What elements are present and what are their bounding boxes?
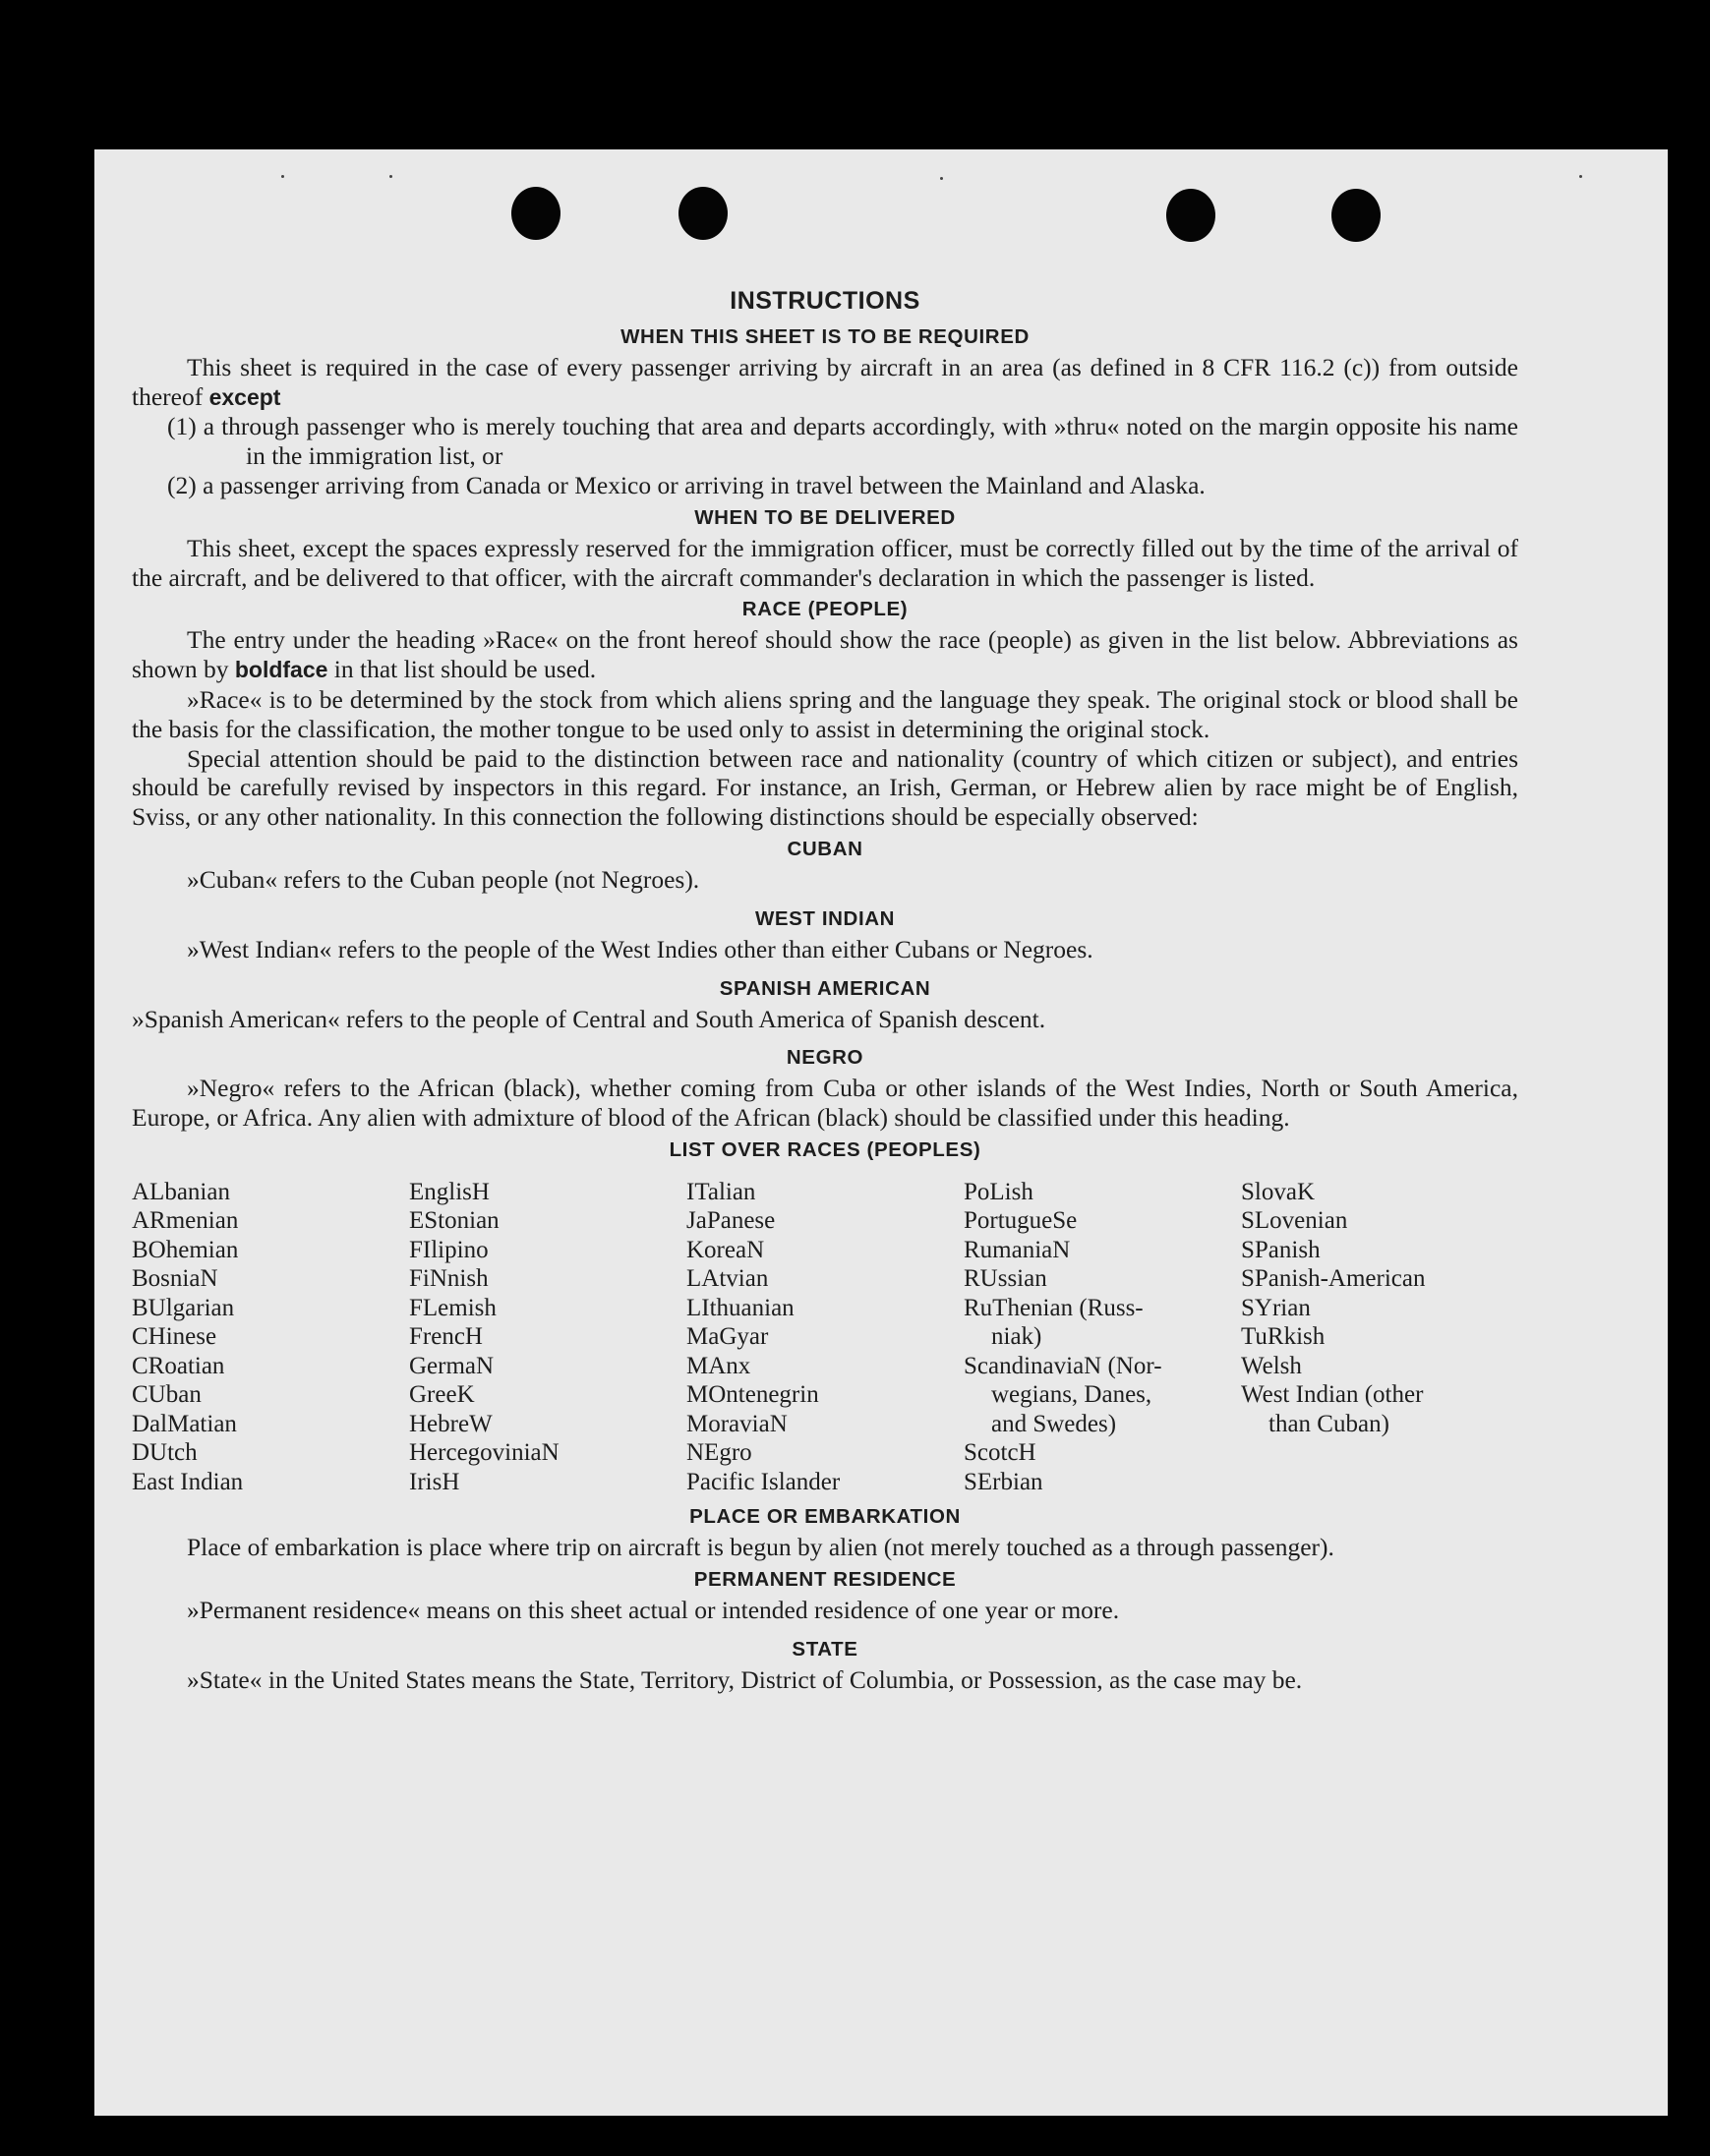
list-item: EStonian <box>409 1207 500 1235</box>
list-item: SPanish <box>1241 1236 1321 1263</box>
list-item: ScandinaviaN (Nor- <box>964 1352 1162 1379</box>
punch-hole-2 <box>678 187 728 240</box>
list-item: CHinese <box>132 1323 217 1351</box>
list-item: BOhemian <box>132 1236 239 1263</box>
list-item: wegians, Danes, <box>991 1381 1152 1409</box>
races-column-3 <box>686 1178 964 1497</box>
paragraph-embarkation: Place of embarkation is place where trip on aircraft is begun by alien (not merely touched as a through passenger). <box>187 1533 1334 1562</box>
paragraph-race-2: »Race« is to be determined by the stock from which aliens spring and the language they speak. The original stock or blood shall be the basis for the classification, the mother tongue to be used only to assist in determining the original stock. <box>132 684 1518 743</box>
list-item: NEgro <box>686 1439 752 1467</box>
list-item: RUssian <box>964 1265 1047 1293</box>
list-item: KoreaN <box>686 1236 765 1263</box>
list-item: ScotcH <box>964 1439 1036 1467</box>
list-item: West Indian (other <box>1241 1381 1424 1409</box>
list-item: niak) <box>991 1323 1042 1351</box>
list-item: LAtvian <box>686 1265 769 1293</box>
races-column-1 <box>132 1178 409 1497</box>
list-item: FrencH <box>409 1323 483 1351</box>
paragraph-negro: »Negro« refers to the African (black), whether coming from Cuba or other islands of the West Indies, North or South America, Europe, or Africa. Any alien with admixture of blood of the African (black) should be classified under this heading. <box>132 1074 1518 1133</box>
list-item: BUlgarian <box>132 1294 235 1321</box>
list-item: FiNnish <box>409 1265 489 1293</box>
dust-speck <box>1579 175 1582 178</box>
section-heading-race: RACE (PEOPLE) <box>741 598 909 621</box>
section-heading-delivered: WHEN TO BE DELIVERED <box>694 505 956 529</box>
section-heading-races-list: LIST OVER RACES (PEOPLES) <box>669 1137 981 1161</box>
list-item: RumaniaN <box>964 1236 1071 1263</box>
list-item: HebreW <box>409 1410 493 1437</box>
list-item: MaGyar <box>686 1323 769 1351</box>
list-item: LIthuanian <box>686 1294 795 1321</box>
list-item: Welsh <box>1241 1352 1302 1379</box>
paragraph-race-3: Special attention should be paid to the distinction between race and nationality (country of which citizen or subject), and entries should be carefully revised by inspectors in this regard. For instance, an Irish, German, or Hebrew alien by race might be of English, Sviss, or any other nationality. In this connection the following distinctions should be especially observed: <box>132 743 1518 832</box>
list-item: MOntenegrin <box>686 1381 819 1409</box>
list-item: MoraviaN <box>686 1410 788 1437</box>
paragraph-cuban: »Cuban« refers to the Cuban people (not Negroes). <box>187 864 700 894</box>
list-item: Pacific Islander <box>686 1468 841 1495</box>
list-item: MAnx <box>686 1352 751 1379</box>
punch-hole-4 <box>1331 189 1381 242</box>
section-heading-cuban: CUBAN <box>787 837 863 860</box>
races-column-5 <box>1241 1178 1518 1497</box>
list-item: FIlipino <box>409 1236 489 1263</box>
section-heading-state: STATE <box>792 1638 858 1661</box>
section-heading-negro: NEGRO <box>786 1046 864 1070</box>
document-page <box>94 149 1668 2116</box>
list-item: DalMatian <box>132 1410 237 1437</box>
races-column-2 <box>409 1178 686 1497</box>
section-heading-spanish-american: SPANISH AMERICAN <box>719 976 931 1000</box>
section-heading-embarkation: PLACE OR EMBARKATION <box>689 1505 961 1529</box>
races-list <box>132 1178 1518 1497</box>
list-item: DUtch <box>132 1439 198 1467</box>
list-item: SlovaK <box>1241 1178 1315 1205</box>
list-item: SYrian <box>1241 1294 1311 1321</box>
dust-speck <box>940 177 943 180</box>
list-item: SLovenian <box>1241 1207 1348 1235</box>
list-item-2: (2) a passenger arriving from Canada or Mexico or arriving in travel between the Mainland and Alaska. <box>167 470 1206 499</box>
paragraph-west-indian: »West Indian« refers to the people of the West Indies other than either Cubans or Negroes. <box>187 934 1093 963</box>
punch-hole-3 <box>1166 189 1215 242</box>
paragraph-race-1: The entry under the heading »Race« on the front hereof should show the race (people) as given in the list below. Abbreviations as shown by boldface in that list should be used. <box>132 625 1518 684</box>
dust-speck <box>281 175 284 178</box>
races-column-4 <box>964 1178 1241 1497</box>
list-item: TuRkish <box>1241 1323 1326 1351</box>
list-item: IrisH <box>409 1468 460 1495</box>
instructions-body <box>132 287 1518 1695</box>
list-item: PortugueSe <box>964 1207 1078 1235</box>
list-item: HercegoviniaN <box>409 1439 560 1467</box>
paragraph-spanish-american: »Spanish American« refers to the people of Central and South America of Spanish descent. <box>132 1004 1046 1033</box>
list-item: EnglisH <box>409 1178 490 1205</box>
list-item: East Indian <box>132 1468 244 1495</box>
dust-speck <box>389 175 392 178</box>
list-item: PoLish <box>964 1178 1033 1205</box>
section-heading-west-indian: WEST INDIAN <box>754 906 896 930</box>
list-item: ALbanian <box>132 1178 230 1205</box>
list-item: ITalian <box>686 1178 756 1205</box>
paragraph-delivered: This sheet, except the spaces expressly reserved for the immigration officer, must be correctly filled out by the time of the arrival of the aircraft, and be delivered to that officer, with the aircraft commander's declaration in which the passenger is listed. <box>132 533 1518 592</box>
list-item: FLemish <box>409 1294 497 1321</box>
list-item: and Swedes) <box>991 1410 1117 1437</box>
list-item: SErbian <box>964 1468 1043 1495</box>
list-item: RuThenian (Russ- <box>964 1294 1144 1321</box>
list-item: GreeK <box>409 1381 475 1409</box>
punch-hole-1 <box>511 187 560 240</box>
list-item: CRoatian <box>132 1352 225 1379</box>
paragraph-state: »State« in the United States means the State, Territory, District of Columbia, or Possession, as the case may be. <box>187 1665 1303 1695</box>
section-heading-residence: PERMANENT RESIDENCE <box>693 1568 957 1592</box>
list-item: CUban <box>132 1381 202 1409</box>
list-item: than Cuban) <box>1268 1410 1389 1437</box>
list-item: ARmenian <box>132 1207 239 1235</box>
section-heading-required: WHEN THIS SHEET IS TO BE REQUIRED <box>620 324 1030 348</box>
list-item: GermaN <box>409 1352 495 1379</box>
paragraph-required: This sheet is required in the case of every passenger arriving by aircraft in an area (as defined in 8 CFR 116.2 (c)) from outside thereof except <box>132 352 1518 411</box>
paragraph-residence: »Permanent residence« means on this sheet actual or intended residence of one year or more. <box>187 1596 1120 1625</box>
list-item: JaPanese <box>686 1207 776 1235</box>
list-item: SPanish-American <box>1241 1265 1426 1293</box>
list-item: BosniaN <box>132 1265 218 1293</box>
list-item-1: (1) a through passenger who is merely touching that area and departs accordingly, with »thru« noted on the margin opposite his name in the immigration list, or <box>167 412 1518 471</box>
page-title: INSTRUCTIONS <box>730 287 920 315</box>
